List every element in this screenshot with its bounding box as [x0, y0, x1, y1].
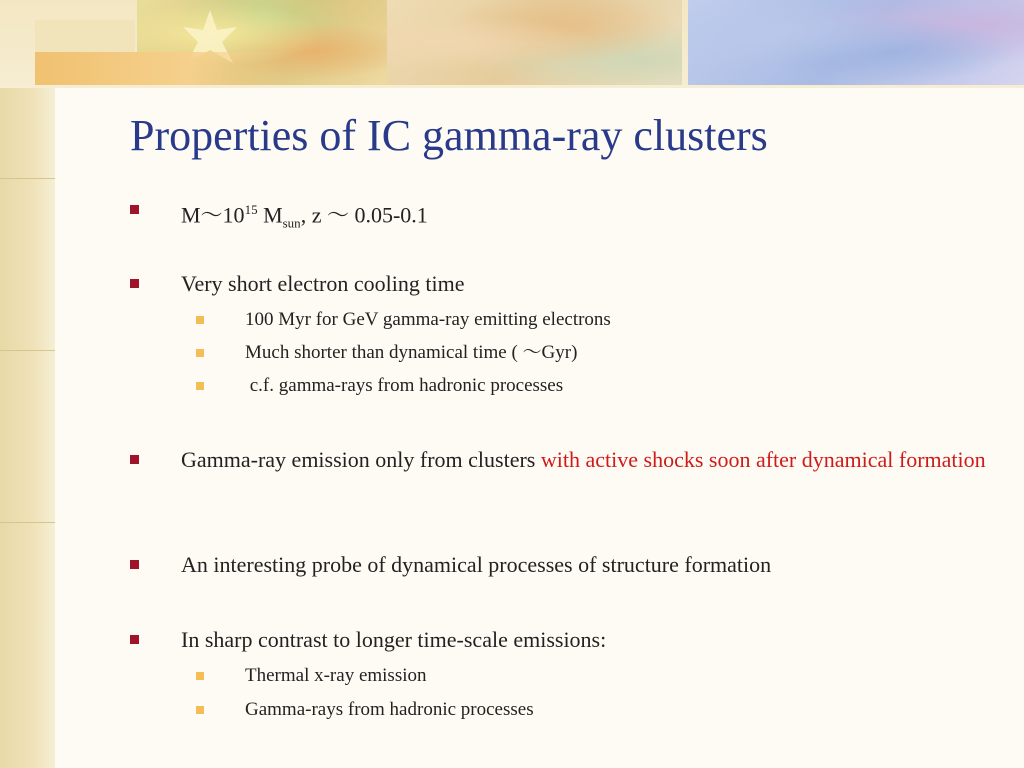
redshift-range: , z 〜 0.05-0.1 — [300, 202, 428, 228]
mass-exponent: 15 — [244, 202, 258, 217]
square-bullet-icon — [130, 635, 139, 644]
strip-divider — [0, 350, 55, 351]
emission-text: Gamma-ray emission only from clusters — [181, 447, 541, 472]
bullet-text — [181, 195, 991, 239]
square-sub-bullet-icon — [196, 672, 204, 680]
corner-block — [35, 20, 135, 55]
sub-bullet-text: c.f. gamma-rays from hadronic processes — [245, 375, 564, 396]
left-decorative-strip — [0, 0, 55, 768]
bullet-text — [181, 445, 991, 475]
mass-unit: M — [257, 202, 283, 228]
sub-bullet-text: Gamma-rays from hadronic processes — [245, 699, 534, 720]
mass-unit-subscript: sun — [282, 215, 301, 231]
collage-panel-warm — [387, 0, 682, 85]
square-sub-bullet-icon — [196, 706, 204, 714]
strip-divider — [0, 522, 55, 523]
square-bullet-icon — [130, 279, 139, 288]
square-sub-bullet-icon — [196, 349, 204, 357]
strip-divider — [0, 178, 55, 179]
mass-prefix: M〜10 — [181, 202, 245, 228]
slide-title: Properties of IC gamma-ray clusters — [130, 111, 768, 160]
square-bullet-icon — [130, 560, 139, 569]
square-sub-bullet-icon — [196, 316, 204, 324]
square-bullet-icon — [130, 205, 139, 214]
bullet-text: In sharp contrast to longer time-scale emissions: — [181, 627, 607, 652]
emission-highlight: with active shocks soon after dynamical formation — [540, 447, 986, 472]
sub-bullet-text: Thermal x-ray emission — [245, 665, 427, 686]
orange-accent-bar — [35, 52, 285, 85]
bullet-text: An interesting probe of dynamical processes of structure formation — [181, 552, 772, 577]
square-bullet-icon — [130, 455, 139, 464]
bullet-text: Very short electron cooling time — [181, 271, 465, 296]
collage-panel-blue — [688, 0, 1024, 85]
top-decorative-band — [0, 0, 1024, 88]
square-sub-bullet-icon — [196, 382, 204, 390]
sub-bullet-text: 100 Myr for GeV gamma-ray emitting electrons — [245, 309, 611, 330]
sub-bullet-text: Much shorter than dynamical time ( 〜Gyr) — [245, 342, 578, 363]
